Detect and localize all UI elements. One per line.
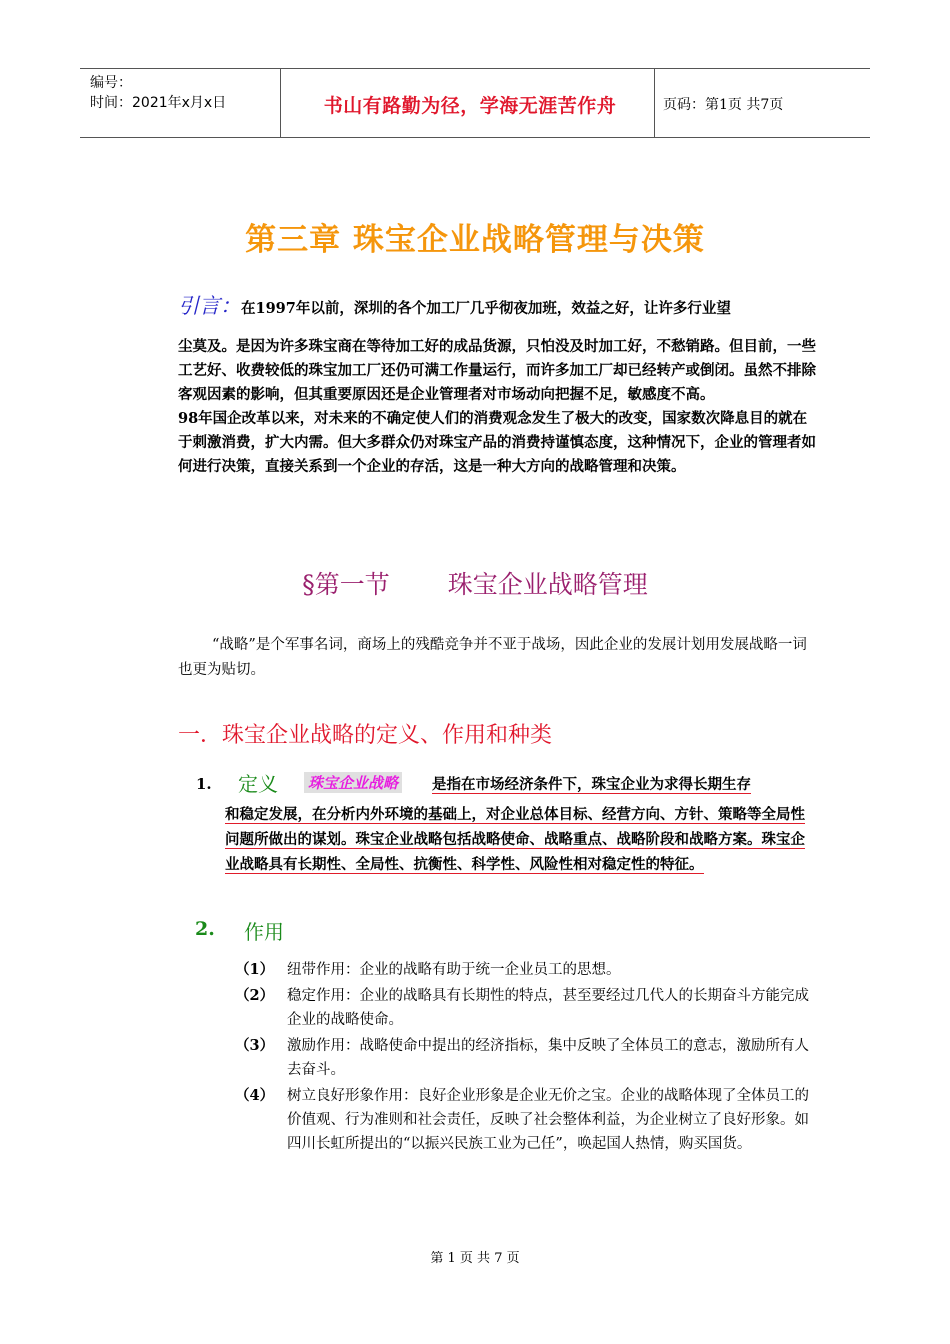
list-item xyxy=(235,1084,815,1156)
definition-first-line: 是指在市场经济条件下，珠宝企业为求得长期生存 xyxy=(432,776,751,793)
page-counter: 页码：第1页 共7页 xyxy=(663,97,784,113)
list-item-text: 稳定作用：企业的战略具有长期性的特点，甚至要经过几代人的长期奋斗方能完成企业的战略使命。 xyxy=(287,988,809,1028)
section-heading xyxy=(0,565,950,601)
intro-lead-text: 在1997年以前，深圳的各个加工厂几乎彻夜加班，效益之好，让许多行业望 xyxy=(241,300,731,317)
list-item-text: 激励作用：战略使命中提出的经济指标，集中反映了全体员工的意志，激励所有人去奋斗。 xyxy=(287,1038,809,1078)
header-divider xyxy=(280,69,281,137)
header-meta xyxy=(90,73,226,113)
intro-paragraph: 尘莫及。是因为许多珠宝商在等待加工好的成品货源，只怕没及时加工好，不愁销路。但目前，一些工艺好、收费较低的珠宝加工厂还仍可满工作量运行，而许多加工厂却已经转产或倒闭。虽然不排除客观因素的影响，但其重要原因还是企业管理者对市场动向把握不足，敏感度不高。 xyxy=(178,338,816,403)
list-item-number: （2） xyxy=(235,987,275,1004)
intro-section xyxy=(178,294,818,479)
section-title: 珠宝企业战略管理 xyxy=(447,570,648,599)
list-item xyxy=(235,958,815,982)
list-item-number: （4） xyxy=(235,1087,275,1104)
section-paragraph xyxy=(178,633,818,683)
item-label-function: 作用 xyxy=(244,920,284,944)
header-motto: 书山有路勤为径，学海无涯苦作舟 xyxy=(323,95,617,117)
list-item xyxy=(235,1034,815,1082)
list-item xyxy=(235,984,815,1032)
section-paragraph-text: “战略”是个军事名词，商场上的残酷竞争并不亚于战场，因此企业的发展计划用发展战略一词也更为贴切。 xyxy=(178,637,807,678)
doc-time-label: 时间：2021年x月x日 xyxy=(90,95,227,111)
section-number: §第一节 xyxy=(302,570,390,599)
list-item-number: （3） xyxy=(235,1037,275,1054)
list-item-number: （1） xyxy=(235,961,275,978)
page-header xyxy=(80,68,870,138)
page-footer: 第 1 页 共 7 页 xyxy=(430,1251,520,1266)
intro-label: 引言： xyxy=(178,294,241,318)
highlighted-term: 珠宝企业战略 xyxy=(304,772,402,793)
item-number: 1. xyxy=(196,775,212,793)
doc-number-label: 编号： xyxy=(90,75,132,91)
intro-lead-line xyxy=(178,294,818,321)
chapter-title: 第三章 珠宝企业战略管理与决策 xyxy=(245,222,705,258)
list-item-text: 树立良好形象作用：良好企业形象是企业无价之宝。企业的战略体现了全体员工的价值观、行为准则和社会责任，反映了社会整体利益，为企业树立了良好形象。如四川长虹所提出的“以振兴民族工业为己任”，唤起国人热情，购买国货。 xyxy=(287,1088,809,1152)
intro-paragraph: 98年国企改革以来，对未来的不确定使人们的消费观念发生了极大的改变，国家数次降息目的就在于刺激消费，扩大内需。但大多群众仍对珠宝产品的消费持谨慎态度，这种情况下，企业的管理者如何进行决策，直接关系到一个企业的存活，这是一种大方向的战略管理和决策。 xyxy=(178,410,816,475)
definition-rest: 和稳定发展，在分析内外环境的基础上，对企业总体目标、经营方向、方针、策略等全局性问题所做出的谋划。珠宝企业战略包括战略使命、战略重点、战略阶段和战略方案。珠宝企业战略具有长期性、全局性、抗衡性、科学性、风险性相对稳定性的特征。 xyxy=(225,806,805,873)
functions-list xyxy=(235,958,815,1158)
definition-body xyxy=(225,802,810,877)
item-label-definition: 定义 xyxy=(238,772,278,796)
heading-1: 一．珠宝企业战略的定义、作用和种类 xyxy=(178,723,553,748)
list-item-text: 纽带作用：企业的战略有助于统一企业员工的思想。 xyxy=(287,962,621,978)
item-number: 2. xyxy=(195,918,215,940)
